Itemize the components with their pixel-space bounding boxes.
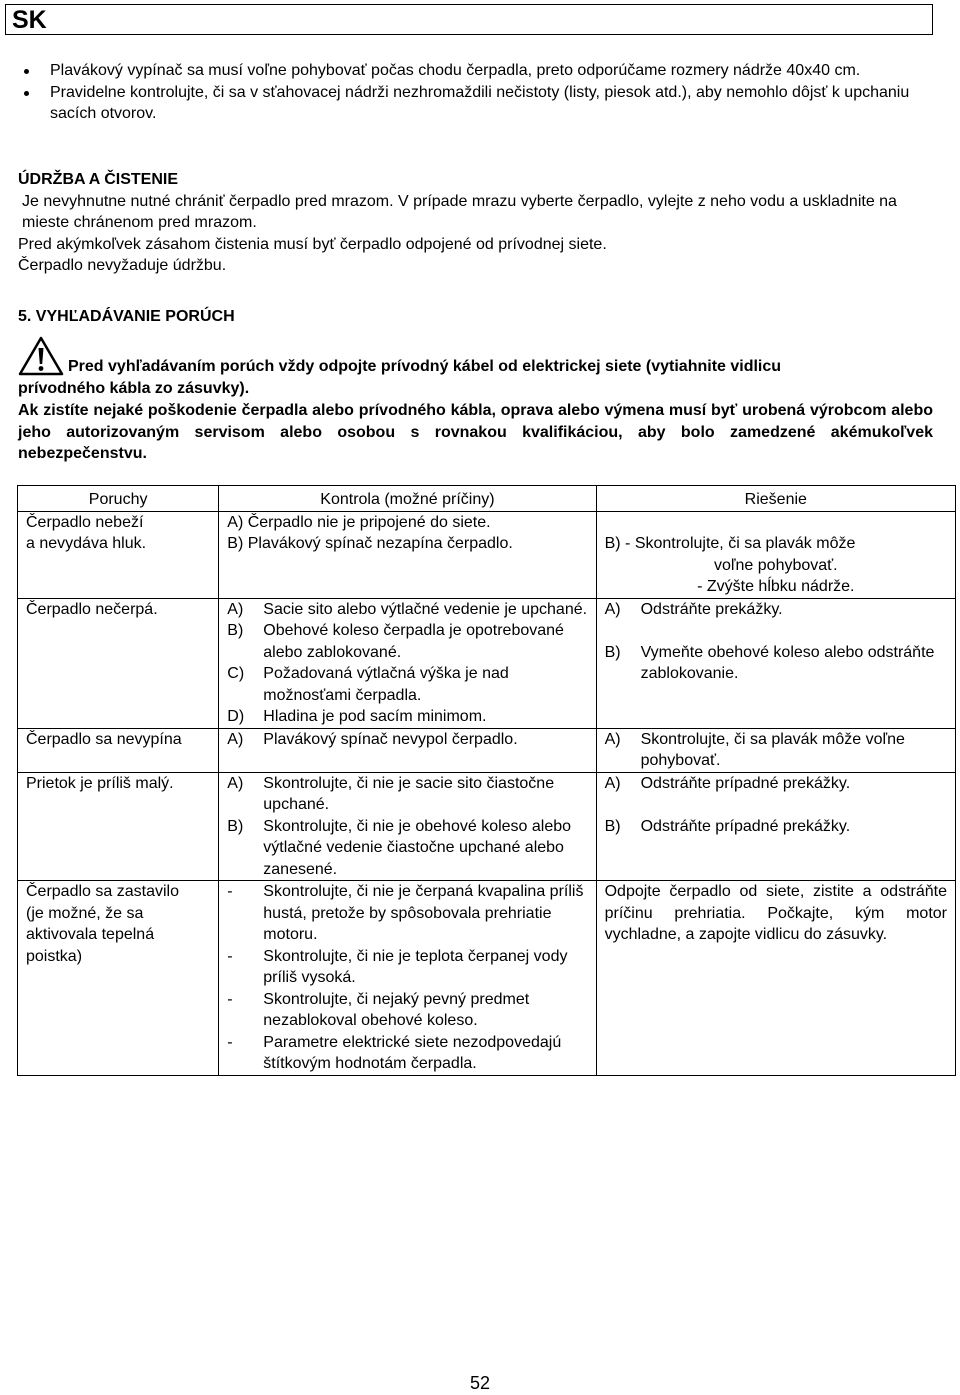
item-text: Odstráňte prípadné prekážky. <box>640 774 851 792</box>
table-row <box>18 772 956 881</box>
fault-cell: Čerpadlo sa nevypína <box>18 728 219 772</box>
item-label: A) <box>227 730 244 748</box>
item-label: A) <box>604 774 621 792</box>
cause-item <box>227 599 587 621</box>
bullet-item <box>18 60 928 82</box>
solution-text: voľne pohybovať. <box>713 556 838 574</box>
column-header: Poruchy <box>18 486 219 512</box>
instruction-bullets <box>18 60 928 125</box>
cause-text: B) Plavákový spínač nezapína čerpadlo. <box>227 535 513 552</box>
bullet-dot-icon <box>24 69 29 74</box>
cause-cell <box>219 728 596 772</box>
item-text: Odstráňte prekážky. <box>640 600 783 618</box>
solution-text: - Zvýšte hĺbku nádrže. <box>697 578 855 595</box>
item-text: Odstráňte prípadné prekážky. <box>640 817 851 835</box>
solution-item <box>605 642 947 685</box>
item-text: Parametre elektrické siete nezodpovedajú štítkovým hodnotám čerpadla. <box>263 1033 562 1072</box>
warning-triangle-icon <box>18 336 64 376</box>
item-text: Skontrolujte, či nie je obehové koleso alebo výtlačné vedenie čiastočne upchané alebo zanesené. <box>263 817 572 878</box>
item-label: A) <box>227 600 244 618</box>
item-text: Požadovaná výtlačná výška je nad možnosťami čerpadla. <box>263 665 509 704</box>
item-label: B) <box>604 817 621 835</box>
solution-item <box>605 773 947 795</box>
table-row <box>18 881 956 1076</box>
item-label: B) <box>227 622 244 639</box>
troubleshooting-heading: 5. VYHĽADÁVANIE PORÚCH <box>18 308 235 325</box>
page-number: 52 <box>469 1373 491 1393</box>
fault-text: Čerpadlo nebeží <box>26 513 144 531</box>
column-header: Kontrola (možné príčiny) <box>219 486 596 512</box>
cause-item <box>227 773 587 816</box>
solution-text: B) - Skontrolujte, či sa plavák môže <box>604 535 856 552</box>
bullet-text: Plavákový vypínač sa musí voľne pohybovať počas chodu čerpadla, preto odporúčame rozmery nádrže 40x40 cm. <box>50 62 861 79</box>
warning-text: prívodného kábla zo zásuvky). <box>18 380 250 397</box>
item-label: A) <box>227 774 244 792</box>
warning-text: Pred vyhľadávaním porúch vždy odpojte prívodný kábel od elektrickej siete (vytiahnite vidlicu <box>68 358 782 375</box>
solution-cell <box>596 728 955 772</box>
damage-note: Ak zistíte nejaké poškodenie čerpadla alebo prívodného kábla, oprava alebo výmena musí byť urobená výrobcom alebo jeho autorizovaným servisom alebo osobou s rovnakou kvalifikáciou, aby bolo zamedzené akémukoľvek nebezpečenstvu. <box>18 402 933 462</box>
item-text: Sacie sito alebo výtlačné vedenie je upchané. <box>263 600 588 618</box>
item-text: Vymeňte obehové koleso alebo odstráňte zablokovanie. <box>640 643 935 682</box>
cause-item <box>227 729 587 751</box>
item-text: Skontrolujte, či nejaký pevný predmet nezablokoval obehové koleso. <box>263 990 530 1029</box>
item-text: Obehové koleso čerpadla je opotrebované alebo zablokované. <box>263 622 564 661</box>
solution-item <box>605 729 947 772</box>
item-label: A) <box>604 730 621 748</box>
item-label: - <box>227 990 233 1008</box>
cause-item <box>227 663 587 706</box>
language-code: SK <box>12 6 47 34</box>
cause-item <box>227 881 587 946</box>
cause-cell <box>219 772 596 881</box>
solution-item <box>605 816 947 838</box>
item-text: Skontrolujte, či nie je sacie sito čiastočne upchané. <box>263 774 555 813</box>
fault-text: a nevydáva hluk. <box>26 535 147 552</box>
solution-cell <box>596 772 955 881</box>
item-label: B) <box>227 817 244 835</box>
troubleshooting-table <box>17 485 956 1076</box>
table-row <box>18 728 956 772</box>
solution-cell <box>596 598 955 728</box>
maintenance-paragraph: Pred akýmkoľvek zásahom čistenia musí byť čerpadlo odpojené od prívodnej siete. <box>18 235 607 253</box>
item-text: Skontrolujte, či sa plavák môže voľne pohybovať. <box>640 730 905 769</box>
bullet-dot-icon <box>24 91 29 96</box>
cause-item <box>227 706 587 728</box>
item-label: A) <box>604 600 621 618</box>
fault-cell: Čerpadlo nečerpá. <box>18 598 219 728</box>
cause-item <box>227 620 587 663</box>
cause-item <box>227 1032 587 1075</box>
maintenance-paragraph: Je nevyhnutne nutné chrániť čerpadlo pred mrazom. V prípade mrazu vyberte čerpadlo, vylejte z neho vodu a uskladnite na mieste chránenom pred mrazom. <box>22 192 897 231</box>
bullet-text: Pravidelne kontrolujte, či sa v sťahovacej nádrži nezhromaždili nečistoty (listy, piesok atd.), aby nemohlo dôjsť k upchaniu sacích otvorov. <box>50 83 910 122</box>
cause-cell <box>219 881 596 1076</box>
table-row <box>18 511 956 598</box>
cause-cell <box>219 511 596 598</box>
cause-item <box>227 946 587 989</box>
table-header-row <box>18 486 956 512</box>
fault-cell: Prietok je príliš malý. <box>18 772 219 881</box>
item-label: - <box>227 947 233 965</box>
cause-item <box>227 816 587 881</box>
fault-cell <box>18 511 219 598</box>
item-label: D) <box>227 708 245 725</box>
solution-cell <box>596 511 955 598</box>
fault-cell: Čerpadlo sa zastavilo (je možné, že sa aktivovala tepelná poistka) <box>18 881 219 1076</box>
item-text: Plavákový spínač nevypol čerpadlo. <box>263 730 518 748</box>
item-label: - <box>227 1033 233 1051</box>
language-header <box>5 4 933 35</box>
item-text: Skontrolujte, či nie je teplota čerpanej vody príliš vysoká. <box>263 947 568 986</box>
column-header: Riešenie <box>596 486 955 512</box>
solution-item <box>605 599 947 621</box>
item-label: C) <box>227 665 245 682</box>
item-text: Skontrolujte, či nie je čerpaná kvapalina príliš hustá, pretože by spôsobovala prehriatie motoru. <box>263 883 584 943</box>
table-row <box>18 598 956 728</box>
cause-cell <box>219 598 596 728</box>
maintenance-heading: ÚDRŽBA A ČISTENIE <box>18 171 178 188</box>
bullet-item <box>18 82 928 125</box>
item-label: - <box>227 883 233 900</box>
maintenance-paragraph: Čerpadlo nevyžaduje údržbu. <box>18 257 227 274</box>
cause-text: A) Čerpadlo nie je pripojené do siete. <box>227 513 491 531</box>
solution-cell: Odpojte čerpadlo od siete, zistite a odstráňte príčinu prehriatia. Počkajte, kým motor vychladne, a zapojte vidlicu do zásuvky. <box>596 881 955 1076</box>
maintenance-section <box>18 169 933 277</box>
item-text: Hladina je pod sacím minimom. <box>263 708 487 725</box>
item-label: B) <box>604 643 621 661</box>
cause-item <box>227 989 587 1032</box>
